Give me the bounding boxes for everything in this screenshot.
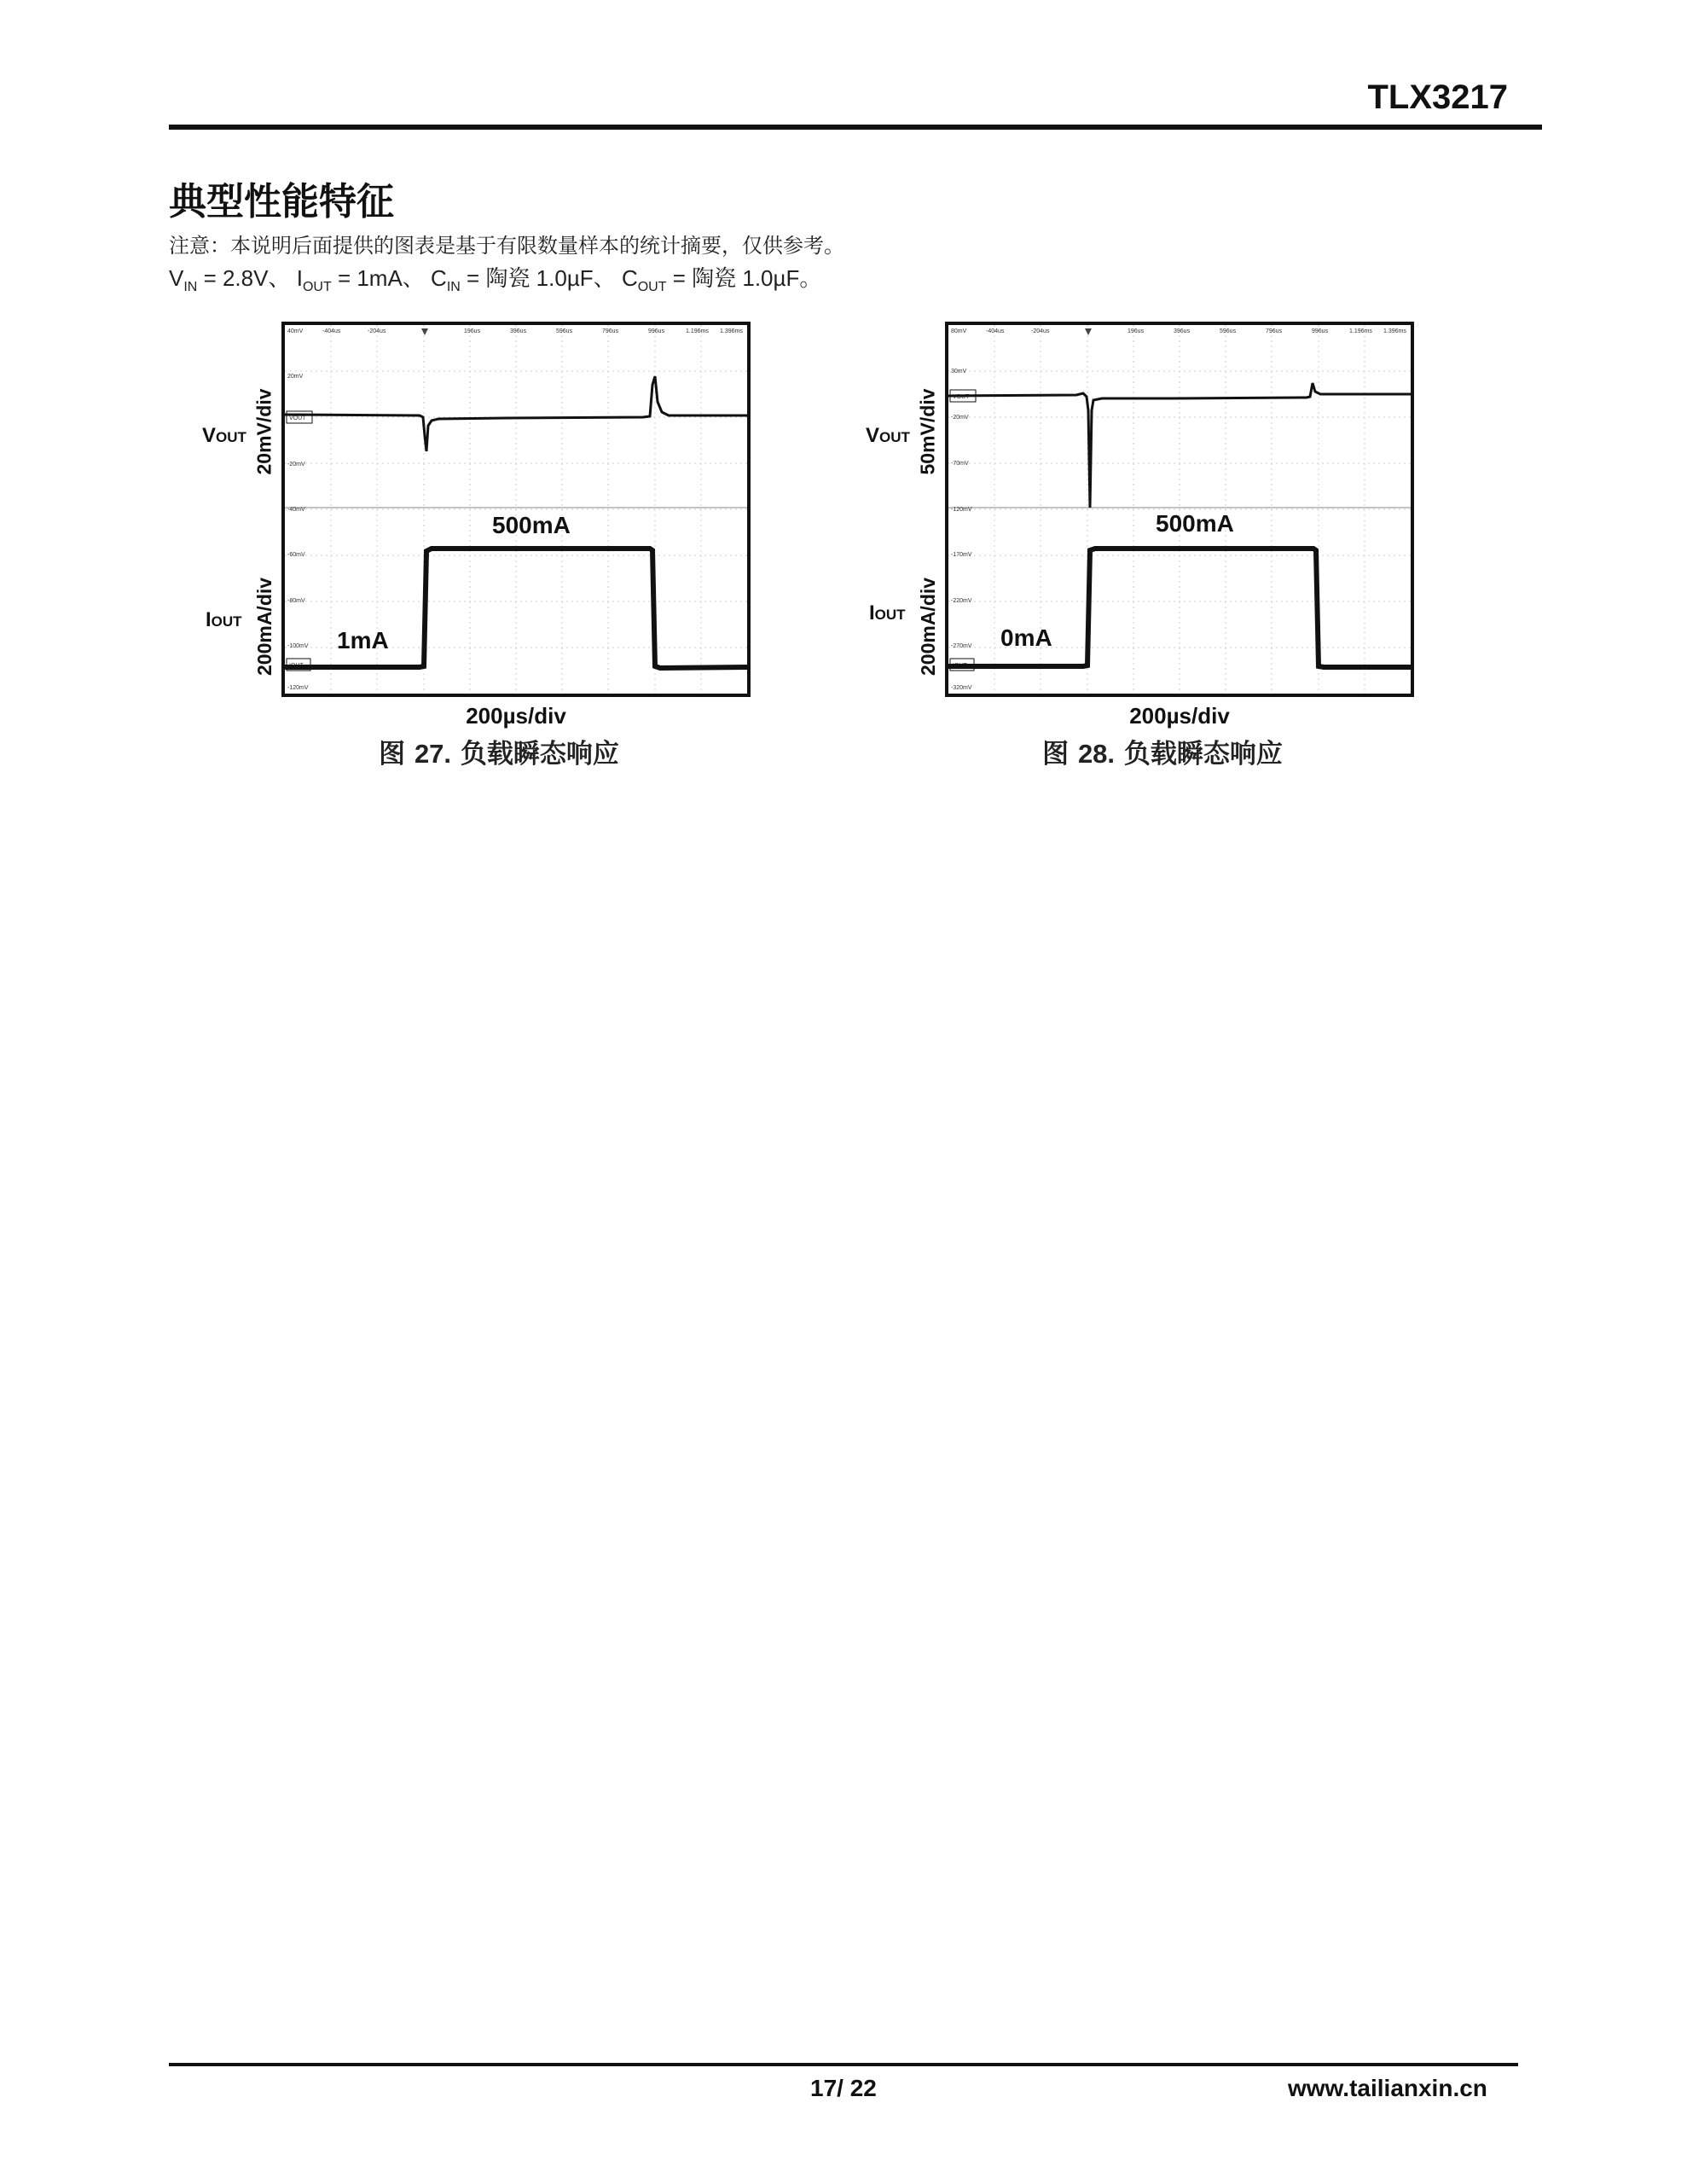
section-title: 典型性能特征 <box>169 180 394 224</box>
caption-prefix: 图 <box>379 739 415 770</box>
time-axis-label: 200µs/div <box>466 703 566 729</box>
trigger-marker-icon <box>1085 328 1092 335</box>
svg-text:-40mV: -40mV <box>287 507 305 513</box>
svg-text:-320mV: -320mV <box>951 685 972 691</box>
website-url: www.tailianxin.cn <box>1288 2075 1487 2101</box>
svg-text:796us: 796us <box>1266 328 1283 334</box>
svg-text:-270mV: -270mV <box>951 643 972 649</box>
note-text: 注意：本说明后面提供的图表是基于有限数量样本的统计摘要，仅供参考。 <box>169 234 844 258</box>
low-current-label: 1mA <box>337 627 389 653</box>
footer-rule <box>169 2063 1518 2066</box>
svg-text:-20mV: -20mV <box>951 415 969 421</box>
svg-text:196us: 196us <box>464 328 481 334</box>
header-rule <box>169 125 1542 130</box>
svg-text:1.196ms: 1.196ms <box>1349 328 1372 334</box>
iout-name-main: I <box>206 608 212 631</box>
svg-text:-204us: -204us <box>368 328 386 334</box>
caption-number: 27. <box>414 739 452 769</box>
svg-text:196us: 196us <box>1128 328 1145 334</box>
svg-text:996us: 996us <box>648 328 665 334</box>
low-current-label: 0mA <box>1000 624 1052 651</box>
vin-subscript: IN <box>183 280 198 295</box>
test-conditions <box>169 261 821 295</box>
vout-name-sub: OUT <box>216 429 246 445</box>
iout-subscript: OUT <box>302 280 332 295</box>
vin-symbol: V <box>169 265 184 291</box>
cin-subscript: IN <box>446 280 461 295</box>
figure-caption <box>838 732 1487 770</box>
caption-text: 负载瞬态响应 <box>1115 739 1283 770</box>
iout-value: = 1mA、 <box>331 265 425 291</box>
svg-text:-100mV: -100mV <box>287 643 309 649</box>
svg-text:VOUT: VOUT <box>289 415 306 421</box>
svg-text:-404us: -404us <box>322 328 341 334</box>
vin-value: = 2.8V、 <box>197 265 291 291</box>
high-current-label: 500mA <box>1156 510 1234 537</box>
vout-name <box>866 424 910 448</box>
cin-value: = 陶瓷 1.0µF、 <box>460 265 616 291</box>
svg-text:VOUT: VOUT <box>953 394 970 400</box>
svg-text:20mV: 20mV <box>287 374 304 380</box>
svg-text:1.396ms: 1.396ms <box>1383 328 1406 334</box>
svg-text:-120mV: -120mV <box>951 507 972 513</box>
cin-symbol: C <box>431 265 447 291</box>
svg-text:-70mV: -70mV <box>951 461 969 467</box>
trigger-marker-icon <box>421 328 428 335</box>
svg-text:1.396ms: 1.396ms <box>720 328 743 334</box>
vout-name <box>202 424 246 448</box>
svg-text:80mV: 80mV <box>951 328 967 334</box>
svg-text:30mV: 30mV <box>951 369 967 375</box>
iout-name-sub: OUT <box>874 607 906 623</box>
svg-text:596us: 596us <box>556 328 573 334</box>
cout-value: = 陶瓷 1.0µF。 <box>666 265 822 291</box>
iout-axis-label: 200mA/div <box>253 577 275 676</box>
svg-text:1.196ms: 1.196ms <box>686 328 709 334</box>
caption-text: 负载瞬态响应 <box>451 739 619 770</box>
caption-number: 28. <box>1077 739 1116 769</box>
figure-28 <box>855 320 1418 781</box>
vout-axis-label: 50mV/div <box>916 388 939 475</box>
svg-text:-220mV: -220mV <box>951 598 972 604</box>
iout-name <box>869 601 906 625</box>
iout-name-main: I <box>869 601 875 624</box>
figure-caption <box>175 732 823 770</box>
iout-axis-label: 200mA/div <box>917 577 939 676</box>
cout-symbol: C <box>621 265 638 291</box>
vout-name-main: V <box>202 424 217 447</box>
svg-text:-120mV: -120mV <box>287 685 309 691</box>
vout-axis-label: 20mV/div <box>252 388 275 475</box>
svg-text:596us: 596us <box>1220 328 1237 334</box>
svg-text:-60mV: -60mV <box>287 552 305 558</box>
svg-text:796us: 796us <box>602 328 619 334</box>
iout-name-sub: OUT <box>211 613 242 630</box>
svg-text:IOUT: IOUT <box>953 663 967 669</box>
document-title: TLX3217 <box>1367 78 1508 116</box>
svg-text:-404us: -404us <box>986 328 1005 334</box>
svg-text:-80mV: -80mV <box>287 598 305 604</box>
high-current-label: 500mA <box>492 512 571 538</box>
time-axis-label: 200µs/div <box>1129 703 1230 729</box>
iout-symbol: I <box>296 265 303 291</box>
vout-name-sub: OUT <box>879 429 910 445</box>
svg-text:40mV: 40mV <box>287 328 304 334</box>
caption-prefix: 图 <box>1042 739 1078 770</box>
iout-name <box>206 608 242 632</box>
svg-text:396us: 396us <box>1174 328 1191 334</box>
svg-text:996us: 996us <box>1312 328 1329 334</box>
svg-text:396us: 396us <box>510 328 527 334</box>
page-number: 17/ 22 <box>810 2075 877 2101</box>
svg-text:-204us: -204us <box>1031 328 1050 334</box>
figure-27 <box>192 320 755 781</box>
svg-text:IOUT: IOUT <box>289 663 304 669</box>
cout-subscript: OUT <box>637 280 667 295</box>
svg-text:-170mV: -170mV <box>951 552 972 558</box>
svg-text:-20mV: -20mV <box>287 462 305 468</box>
vout-name-main: V <box>866 424 880 447</box>
